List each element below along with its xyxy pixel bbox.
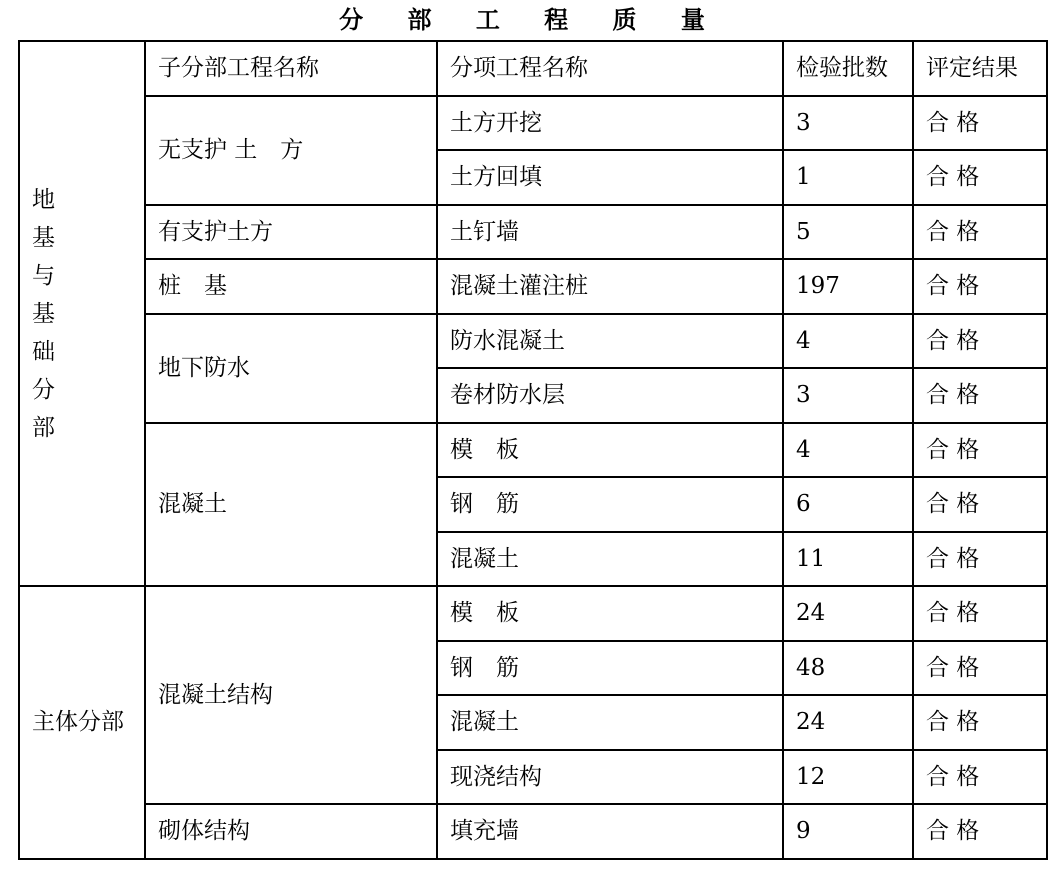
batch-count: 24 bbox=[783, 695, 913, 750]
evaluation-result: 合 格 bbox=[913, 586, 1047, 641]
batch-count: 3 bbox=[783, 96, 913, 151]
division-cell: 主体分部 bbox=[19, 586, 145, 859]
item-name: 混凝土 bbox=[437, 532, 783, 587]
evaluation-result: 合 格 bbox=[913, 423, 1047, 478]
batch-count: 197 bbox=[783, 259, 913, 314]
header-result: 评定结果 bbox=[913, 41, 1047, 96]
item-name: 混凝土灌注桩 bbox=[437, 259, 783, 314]
batch-count: 6 bbox=[783, 477, 913, 532]
quality-table bbox=[18, 40, 1048, 860]
evaluation-result: 合 格 bbox=[913, 205, 1047, 260]
quality-table-body bbox=[19, 41, 1047, 859]
item-name: 土钉墙 bbox=[437, 205, 783, 260]
table-row bbox=[19, 586, 1047, 641]
table-row bbox=[19, 804, 1047, 859]
sub-division-name: 无支护 土 方 bbox=[145, 96, 437, 205]
item-name: 现浇结构 bbox=[437, 750, 783, 805]
table-row bbox=[19, 423, 1047, 478]
item-name: 填充墙 bbox=[437, 804, 783, 859]
sub-division-name: 地下防水 bbox=[145, 314, 437, 423]
batch-count: 48 bbox=[783, 641, 913, 696]
table-row bbox=[19, 314, 1047, 369]
batch-count: 4 bbox=[783, 314, 913, 369]
sub-division-name: 混凝土结构 bbox=[145, 586, 437, 804]
batch-count: 5 bbox=[783, 205, 913, 260]
evaluation-result: 合 格 bbox=[913, 641, 1047, 696]
item-name: 卷材防水层 bbox=[437, 368, 783, 423]
sub-division-name: 桩 基 bbox=[145, 259, 437, 314]
item-name: 模 板 bbox=[437, 423, 783, 478]
evaluation-result: 合 格 bbox=[913, 96, 1047, 151]
evaluation-result: 合 格 bbox=[913, 750, 1047, 805]
evaluation-result: 合 格 bbox=[913, 695, 1047, 750]
header-row bbox=[19, 41, 1047, 96]
item-name: 土方回填 bbox=[437, 150, 783, 205]
item-name: 模 板 bbox=[437, 586, 783, 641]
batch-count: 9 bbox=[783, 804, 913, 859]
batch-count: 4 bbox=[783, 423, 913, 478]
batch-count: 3 bbox=[783, 368, 913, 423]
batch-count: 1 bbox=[783, 150, 913, 205]
header-item: 分项工程名称 bbox=[437, 41, 783, 96]
batch-count: 12 bbox=[783, 750, 913, 805]
item-name: 土方开挖 bbox=[437, 96, 783, 151]
evaluation-result: 合 格 bbox=[913, 532, 1047, 587]
evaluation-result: 合 格 bbox=[913, 477, 1047, 532]
item-name: 防水混凝土 bbox=[437, 314, 783, 369]
evaluation-result: 合 格 bbox=[913, 259, 1047, 314]
item-name: 钢 筋 bbox=[437, 641, 783, 696]
sub-division-name: 有支护土方 bbox=[145, 205, 437, 260]
evaluation-result: 合 格 bbox=[913, 314, 1047, 369]
batch-count: 11 bbox=[783, 532, 913, 587]
division-name: 地基与基础分部 bbox=[32, 186, 55, 441]
division-cell bbox=[19, 41, 145, 586]
table-row bbox=[19, 96, 1047, 151]
header-sub-division: 子分部工程名称 bbox=[145, 41, 437, 96]
evaluation-result: 合 格 bbox=[913, 368, 1047, 423]
item-name: 混凝土 bbox=[437, 695, 783, 750]
table-row bbox=[19, 205, 1047, 260]
evaluation-result: 合 格 bbox=[913, 804, 1047, 859]
evaluation-result: 合 格 bbox=[913, 150, 1047, 205]
sub-division-name: 混凝土 bbox=[145, 423, 437, 587]
header-batches: 检验批数 bbox=[783, 41, 913, 96]
item-name: 钢 筋 bbox=[437, 477, 783, 532]
batch-count: 24 bbox=[783, 586, 913, 641]
sub-division-name: 砌体结构 bbox=[145, 804, 437, 859]
page-title: 分 部 工 程 质 量 bbox=[339, 6, 723, 34]
table-row bbox=[19, 259, 1047, 314]
